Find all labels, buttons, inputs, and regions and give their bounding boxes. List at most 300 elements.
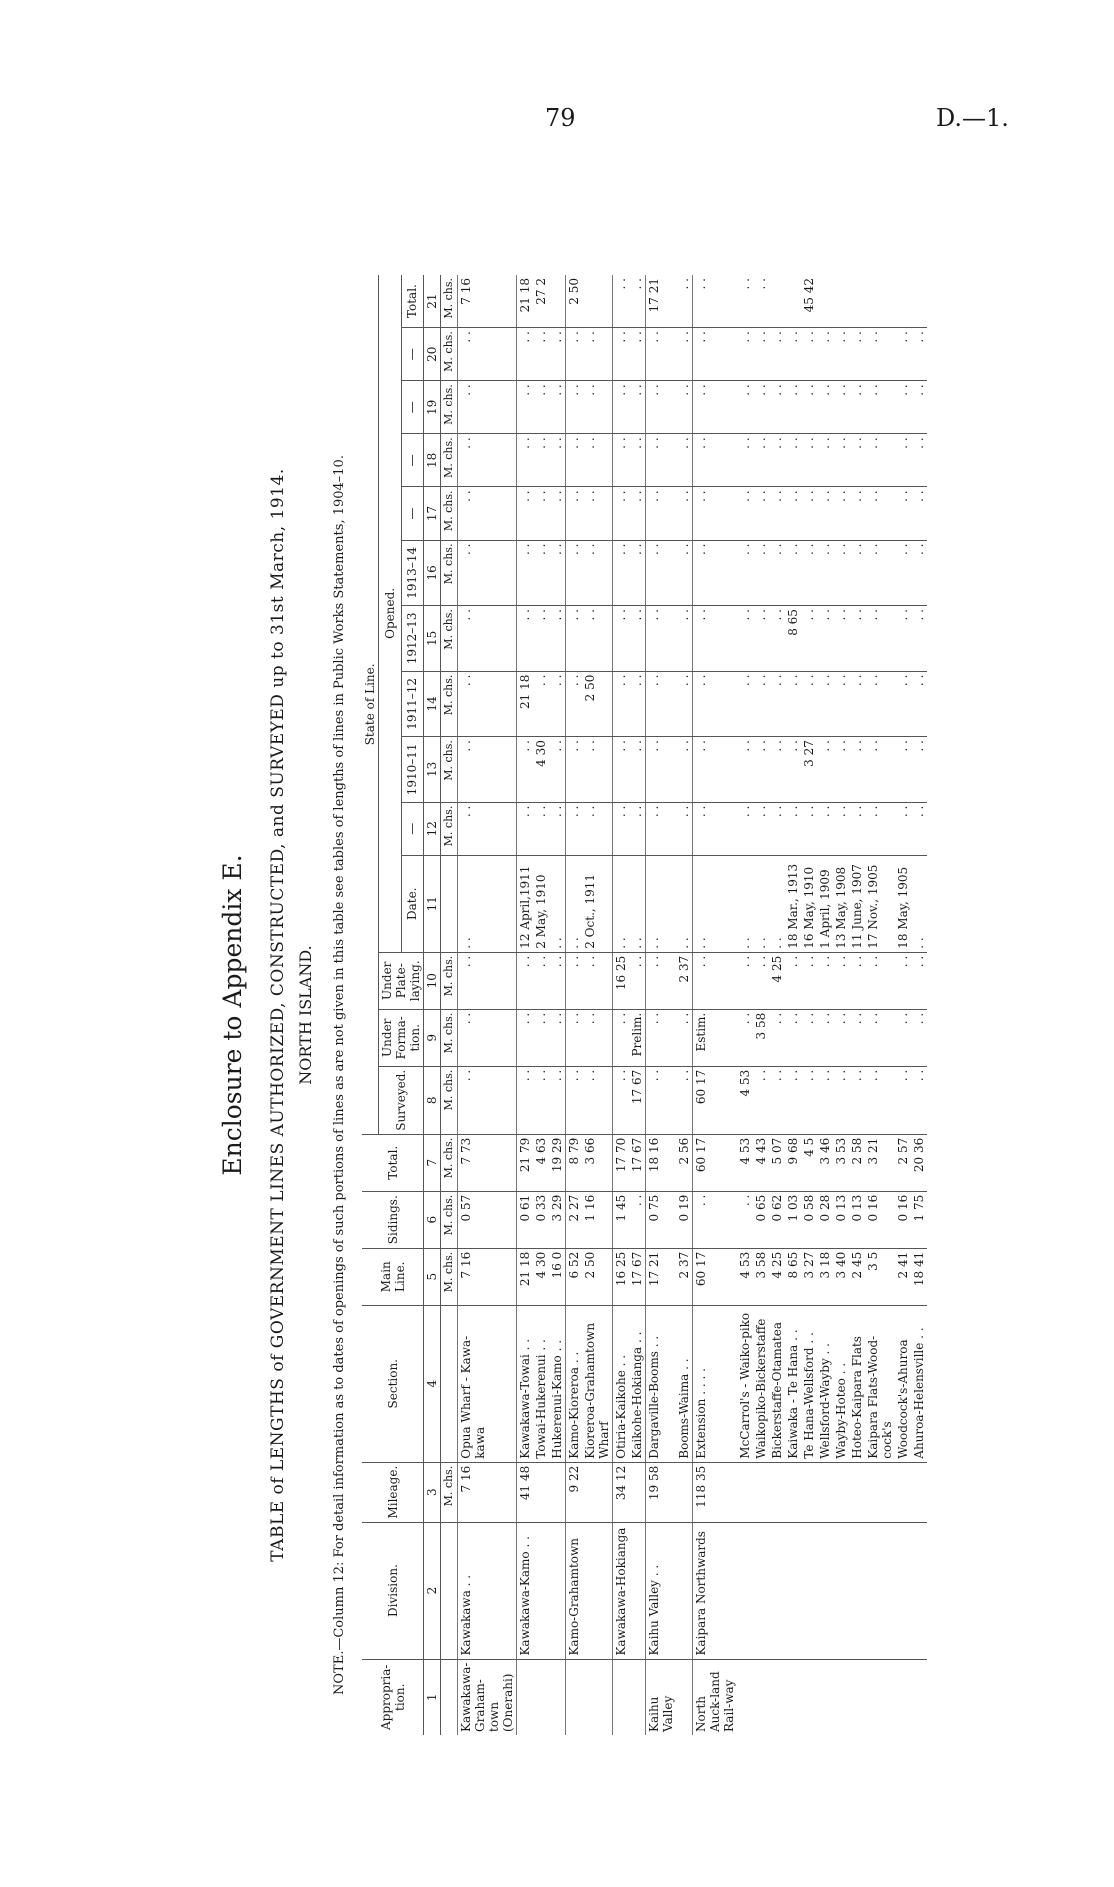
cell-col-12: . . — [801, 802, 817, 855]
cell-col-17: . . — [895, 487, 911, 540]
cell-section: Kaipara Flats-Wood-cock's — [865, 1305, 895, 1462]
cell-col-20: . . — [629, 328, 646, 381]
cell-sidings: . . — [737, 1191, 753, 1248]
cell-date: . . — [911, 855, 927, 952]
col-number: 15 — [424, 606, 441, 672]
cell-col-14: . . — [613, 671, 630, 737]
cell-sidings: 0 13 — [849, 1191, 865, 1248]
cell-col-13: 4 30 — [533, 737, 549, 803]
cell-total: 3 53 — [833, 1134, 849, 1191]
cell-under-formation: 3 58 — [753, 1009, 769, 1066]
cell-sidings: 0 16 — [865, 1191, 895, 1248]
cell-col-13: . . — [895, 737, 911, 803]
cell-col-13: . . — [769, 737, 785, 803]
col-number: 9 — [424, 1009, 441, 1066]
cell-appropriation — [737, 1659, 753, 1735]
cell-total: 17 67 — [629, 1134, 646, 1191]
cell-main-line: 3 18 — [817, 1248, 833, 1305]
cell-date: . . — [646, 855, 677, 952]
cell-col-18: . . — [693, 434, 738, 487]
cell-division — [833, 1522, 849, 1659]
cell-col-17: . . — [785, 487, 801, 540]
cell-col-19: . . — [676, 381, 693, 434]
cell-col-20: . . — [753, 328, 769, 381]
cell-appropriation — [753, 1659, 769, 1735]
cell-col-19: . . — [849, 381, 865, 434]
col-21-header: Total. — [401, 275, 424, 328]
cell-surveyed: . . — [566, 1066, 583, 1134]
cell-appropriation — [865, 1659, 895, 1735]
cell-col-16: . . — [769, 540, 785, 606]
col-12-header: — — [401, 802, 424, 855]
cell-col-17: . . — [517, 487, 534, 540]
cell-sidings: 0 75 — [646, 1191, 677, 1248]
cell-total: 2 57 — [895, 1134, 911, 1191]
cell-col-21 — [865, 275, 895, 328]
table-row — [517, 275, 534, 1735]
cell-sidings: 1 16 — [582, 1191, 613, 1248]
cell-date: 18 May, 1905 — [895, 855, 911, 952]
cell-section: Kaiwaka - Te Hana . . — [785, 1305, 801, 1462]
cell-sidings: 1 03 — [785, 1191, 801, 1248]
cell-sidings: 1 45 — [613, 1191, 630, 1248]
cell-col-14: . . — [849, 671, 865, 737]
cell-under-platelaying: . . — [517, 952, 534, 1009]
col-date-header: Date. — [401, 855, 424, 952]
cell-appropriation — [533, 1659, 549, 1735]
cell-surveyed: . . — [769, 1066, 785, 1134]
cell-col-16: . . — [676, 540, 693, 606]
cell-col-18: . . — [566, 434, 583, 487]
cell-col-15: . . — [895, 606, 911, 672]
cell-col-14: . . — [895, 671, 911, 737]
cell-col-21: 45 42 — [801, 275, 817, 328]
cell-col-19: . . — [801, 381, 817, 434]
cell-col-17: . . — [646, 487, 677, 540]
col-under-formation-header: Under Forma-tion. — [379, 1009, 424, 1066]
cell-under-formation: . . — [676, 1009, 693, 1066]
cell-sidings: 0 28 — [817, 1191, 833, 1248]
cell-main-line: 3 58 — [753, 1248, 769, 1305]
cell-col-15: . . — [613, 606, 630, 672]
cell-col-20: . . — [693, 328, 738, 381]
table-row — [785, 275, 801, 1735]
cell-main-line: 17 67 — [629, 1248, 646, 1305]
unit-label: M. chs. — [441, 540, 458, 606]
table-row — [865, 275, 895, 1735]
unit-blank — [441, 1305, 458, 1462]
table-row — [613, 275, 630, 1735]
cell-main-line: 4 53 — [737, 1248, 753, 1305]
cell-under-platelaying: . . — [785, 952, 801, 1009]
unit-label: M. chs. — [441, 1248, 458, 1305]
col-appropriation-header: Appropria-tion. — [362, 1659, 424, 1735]
rotated-table-page — [70, 215, 1070, 1815]
col-number: 7 — [424, 1134, 441, 1191]
cell-total: 60 17 — [693, 1134, 738, 1191]
cell-col-16: . . — [629, 540, 646, 606]
cell-col-12: . . — [865, 802, 895, 855]
cell-col-15: . . — [646, 606, 677, 672]
cell-under-platelaying: . . — [582, 952, 613, 1009]
cell-col-17: . . — [911, 487, 927, 540]
cell-division — [737, 1522, 753, 1659]
cell-division: Kaihu Valley . . — [646, 1522, 677, 1659]
cell-mileage — [549, 1462, 566, 1522]
cell-division — [533, 1522, 549, 1659]
cell-col-17: . . — [582, 487, 613, 540]
cell-col-16: . . — [737, 540, 753, 606]
cell-section: Bickerstaffe-Otamatea — [769, 1305, 785, 1462]
unit-label: M. chs. — [441, 952, 458, 1009]
cell-under-platelaying: . . — [801, 952, 817, 1009]
cell-col-19: . . — [737, 381, 753, 434]
cell-col-14: . . — [865, 671, 895, 737]
cell-col-13: . . — [566, 737, 583, 803]
cell-under-formation: Prelim. — [629, 1009, 646, 1066]
cell-col-20: . . — [833, 328, 849, 381]
cell-division — [801, 1522, 817, 1659]
table-note: NOTE.—Column 12: For detail information as to dates of openings of such portions of lines as are not given in this table see tables of lengths of lines in Public Works Statements, 1904–10. — [332, 455, 347, 1695]
cell-col-21: . . — [753, 275, 769, 328]
cell-col-13: . . — [693, 737, 738, 803]
cell-col-18: . . — [517, 434, 534, 487]
cell-col-20: . . — [566, 328, 583, 381]
cell-sidings: 0 13 — [833, 1191, 849, 1248]
unit-label: M. chs. — [441, 1134, 458, 1191]
cell-date: 2 Oct., 1911 — [582, 855, 613, 952]
cell-col-20: . . — [646, 328, 677, 381]
cell-appropriation — [613, 1659, 630, 1735]
cell-mileage — [833, 1462, 849, 1522]
cell-col-19: . . — [865, 381, 895, 434]
cell-col-12: . . — [458, 802, 517, 855]
cell-col-19: . . — [533, 381, 549, 434]
cell-under-formation: . . — [849, 1009, 865, 1066]
cell-col-19: . . — [458, 381, 517, 434]
cell-col-13: . . — [582, 737, 613, 803]
cell-col-15: . . — [533, 606, 549, 672]
cell-col-18: . . — [865, 434, 895, 487]
cell-col-20: . . — [817, 328, 833, 381]
cell-col-16: . . — [801, 540, 817, 606]
cell-col-14: . . — [549, 671, 566, 737]
cell-section: Kamo-Kioreroa . . — [566, 1305, 583, 1462]
cell-col-19: . . — [646, 381, 677, 434]
cell-col-14: . . — [753, 671, 769, 737]
cell-under-formation: . . — [895, 1009, 911, 1066]
table-row — [582, 275, 613, 1735]
cell-surveyed: . . — [533, 1066, 549, 1134]
region-title: NORTH ISLAND. — [296, 945, 315, 1085]
cell-sidings: . . — [693, 1191, 738, 1248]
cell-col-21 — [769, 275, 785, 328]
cell-appropriation — [849, 1659, 865, 1735]
cell-col-16: . . — [533, 540, 549, 606]
cell-under-formation: . . — [817, 1009, 833, 1066]
cell-sidings: 0 19 — [676, 1191, 693, 1248]
cell-under-formation: . . — [517, 1009, 534, 1066]
cell-appropriation — [769, 1659, 785, 1735]
cell-col-18: . . — [753, 434, 769, 487]
cell-main-line: 4 25 — [769, 1248, 785, 1305]
cell-surveyed: . . — [833, 1066, 849, 1134]
cell-division — [785, 1522, 801, 1659]
cell-col-14: . . — [785, 671, 801, 737]
cell-division: Kawakawa-Hokianga — [613, 1522, 630, 1659]
col-number: 21 — [424, 275, 441, 328]
cell-under-formation: . . — [833, 1009, 849, 1066]
units-row — [441, 275, 458, 1735]
cell-col-21 — [911, 275, 927, 328]
cell-col-12: . . — [517, 802, 534, 855]
cell-col-19: . . — [629, 381, 646, 434]
cell-col-18: . . — [549, 434, 566, 487]
cell-surveyed: . . — [676, 1066, 693, 1134]
cell-col-21 — [833, 275, 849, 328]
cell-under-formation: . . — [769, 1009, 785, 1066]
cell-appropriation — [517, 1659, 534, 1735]
cell-under-formation: . . — [801, 1009, 817, 1066]
table-row — [849, 275, 865, 1735]
cell-date: . . — [769, 855, 785, 952]
cell-total: 3 21 — [865, 1134, 895, 1191]
cell-col-12: . . — [833, 802, 849, 855]
col-number: 20 — [424, 328, 441, 381]
cell-col-18: . . — [613, 434, 630, 487]
cell-col-12: . . — [737, 802, 753, 855]
unit-label: M. chs. — [441, 487, 458, 540]
cell-col-19: . . — [895, 381, 911, 434]
cell-surveyed: . . — [582, 1066, 613, 1134]
cell-total: 17 70 — [613, 1134, 630, 1191]
cell-surveyed: 60 17 — [693, 1066, 738, 1134]
cell-col-14: . . — [769, 671, 785, 737]
col-18-header: — — [401, 434, 424, 487]
cell-main-line: 18 41 — [911, 1248, 927, 1305]
cell-date: 1 April, 1909 — [817, 855, 833, 952]
cell-main-line: 16 0 — [549, 1248, 566, 1305]
cell-section: Towai-Hukerenui . . — [533, 1305, 549, 1462]
table-row — [646, 275, 677, 1735]
cell-col-20: . . — [769, 328, 785, 381]
table-row — [693, 275, 738, 1735]
cell-main-line: 2 37 — [676, 1248, 693, 1305]
col-main-line-header: Main Line. — [362, 1248, 424, 1305]
cell-col-19: . . — [817, 381, 833, 434]
col-16-header: 1913–14 — [401, 540, 424, 606]
document-code: D.—1. — [936, 104, 1009, 132]
cell-col-18: . . — [458, 434, 517, 487]
cell-under-platelaying: . . — [849, 952, 865, 1009]
cell-col-15: . . — [629, 606, 646, 672]
cell-col-16: . . — [911, 540, 927, 606]
cell-col-12: . . — [895, 802, 911, 855]
cell-mileage — [769, 1462, 785, 1522]
cell-col-13: . . — [646, 737, 677, 803]
unit-label: M. chs. — [441, 1462, 458, 1522]
cell-col-17: . . — [458, 487, 517, 540]
cell-col-20: . . — [849, 328, 865, 381]
cell-sidings: 0 58 — [801, 1191, 817, 1248]
cell-appropriation — [549, 1659, 566, 1735]
cell-mileage: 19 58 — [646, 1462, 677, 1522]
cell-sidings: 0 65 — [753, 1191, 769, 1248]
cell-col-15: . . — [817, 606, 833, 672]
cell-total: 4 63 — [533, 1134, 549, 1191]
table-row — [833, 275, 849, 1735]
cell-main-line: 2 41 — [895, 1248, 911, 1305]
cell-under-formation: . . — [737, 1009, 753, 1066]
cell-col-17: . . — [801, 487, 817, 540]
unit-blank — [441, 1659, 458, 1735]
cell-mileage — [676, 1462, 693, 1522]
cell-col-20: . . — [613, 328, 630, 381]
cell-col-14: . . — [533, 671, 549, 737]
cell-col-21 — [895, 275, 911, 328]
cell-appropriation — [817, 1659, 833, 1735]
cell-mileage — [737, 1462, 753, 1522]
unit-blank — [441, 1522, 458, 1659]
cell-surveyed: . . — [849, 1066, 865, 1134]
cell-col-14: . . — [833, 671, 849, 737]
cell-appropriation — [785, 1659, 801, 1735]
cell-col-18: . . — [785, 434, 801, 487]
cell-col-17: . . — [769, 487, 785, 540]
cell-col-19: . . — [582, 381, 613, 434]
cell-under-platelaying: . . — [817, 952, 833, 1009]
cell-col-16: . . — [833, 540, 849, 606]
col-mileage-header: Mileage. — [362, 1462, 424, 1522]
cell-date: 11 June, 1907 — [849, 855, 865, 952]
cell-total: 21 79 — [517, 1134, 534, 1191]
cell-appropriation — [629, 1659, 646, 1735]
cell-section: Kawakawa-Towai . . — [517, 1305, 534, 1462]
col-section-header: Section. — [362, 1305, 424, 1462]
table-row — [458, 275, 517, 1735]
col-number: 1 — [424, 1659, 441, 1735]
col-number: 13 — [424, 737, 441, 803]
cell-col-12: . . — [533, 802, 549, 855]
cell-division — [769, 1522, 785, 1659]
cell-col-13: . . — [517, 737, 534, 803]
table-title: TABLE of LENGTHS of GOVERNMENT LINES AUTHORIZED, CONSTRUCTED, and SURVEYED up to 31st March, 1914. — [268, 468, 288, 1562]
lengths-table — [362, 275, 927, 1735]
enclosure-title: Enclosure to Appendix E. — [218, 854, 247, 1176]
cell-section: Hukerenui-Kamo . . — [549, 1305, 566, 1462]
cell-under-platelaying: . . — [458, 952, 517, 1009]
cell-col-17: . . — [693, 487, 738, 540]
cell-total: 18 16 — [646, 1134, 677, 1191]
cell-col-16: . . — [549, 540, 566, 606]
cell-mileage — [582, 1462, 613, 1522]
cell-col-13: . . — [549, 737, 566, 803]
cell-under-platelaying: . . — [549, 952, 566, 1009]
cell-col-20: . . — [549, 328, 566, 381]
col-15-header: 1912–13 — [401, 606, 424, 672]
cell-col-20: . . — [737, 328, 753, 381]
cell-main-line: 4 30 — [533, 1248, 549, 1305]
cell-mileage — [629, 1462, 646, 1522]
unit-label: M. chs. — [441, 434, 458, 487]
col-number: 4 — [424, 1305, 441, 1462]
unit-label: M. chs. — [441, 606, 458, 672]
cell-main-line: 7 16 — [458, 1248, 517, 1305]
cell-col-19: . . — [785, 381, 801, 434]
cell-under-platelaying: . . — [753, 952, 769, 1009]
cell-surveyed: . . — [801, 1066, 817, 1134]
cell-col-19: . . — [769, 381, 785, 434]
cell-col-14: . . — [629, 671, 646, 737]
cell-surveyed: . . — [785, 1066, 801, 1134]
col-number: 11 — [424, 855, 441, 952]
table-row — [533, 275, 549, 1735]
cell-col-20: . . — [458, 328, 517, 381]
cell-sidings: 2 27 — [566, 1191, 583, 1248]
cell-under-formation: . . — [785, 1009, 801, 1066]
cell-under-platelaying: . . — [629, 952, 646, 1009]
cell-col-16: . . — [582, 540, 613, 606]
cell-col-12: . . — [549, 802, 566, 855]
cell-section: Booms-Waima . . — [676, 1305, 693, 1462]
cell-col-17: . . — [865, 487, 895, 540]
cell-total: 4 43 — [753, 1134, 769, 1191]
cell-main-line: 60 17 — [693, 1248, 738, 1305]
cell-total: 3 66 — [582, 1134, 613, 1191]
cell-col-15: . . — [911, 606, 927, 672]
cell-surveyed: . . — [753, 1066, 769, 1134]
cell-col-20: . . — [801, 328, 817, 381]
cell-section: Waikopiko-Bickerstaffe — [753, 1305, 769, 1462]
cell-col-18: . . — [533, 434, 549, 487]
cell-section: Kaikohe-Hokianga . . — [629, 1305, 646, 1462]
cell-col-18: . . — [911, 434, 927, 487]
cell-surveyed: . . — [911, 1066, 927, 1134]
cell-appropriation — [801, 1659, 817, 1735]
cell-col-14: . . — [911, 671, 927, 737]
cell-col-15: . . — [849, 606, 865, 672]
cell-col-15: . . — [676, 606, 693, 672]
col-number: 6 — [424, 1191, 441, 1248]
cell-division — [753, 1522, 769, 1659]
cell-total: 4 53 — [737, 1134, 753, 1191]
cell-appropriation — [566, 1659, 583, 1735]
cell-section: Opua Wharf - Kawa-kawa — [458, 1305, 517, 1462]
cell-total: 2 58 — [849, 1134, 865, 1191]
cell-col-20: . . — [785, 328, 801, 381]
cell-division: Kawakawa-Kamo . . — [517, 1522, 534, 1659]
cell-mileage: 9 22 — [566, 1462, 583, 1522]
cell-mileage — [911, 1462, 927, 1522]
cell-col-13: . . — [737, 737, 753, 803]
cell-col-15: . . — [801, 606, 817, 672]
cell-col-13: 3 27 — [801, 737, 817, 803]
cell-col-15: . . — [517, 606, 534, 672]
unit-blank — [441, 855, 458, 952]
cell-col-21: . . — [693, 275, 738, 328]
cell-mileage — [817, 1462, 833, 1522]
cell-under-formation: . . — [865, 1009, 895, 1066]
cell-section: Hoteo-Kaipara Flats — [849, 1305, 865, 1462]
cell-mileage: 118 35 — [693, 1462, 738, 1522]
cell-date: . . — [458, 855, 517, 952]
cell-col-17: . . — [753, 487, 769, 540]
cell-under-formation: . . — [646, 1009, 677, 1066]
cell-main-line: 8 65 — [785, 1248, 801, 1305]
cell-col-18: . . — [646, 434, 677, 487]
cell-col-13: . . — [911, 737, 927, 803]
cell-date: 12 April,1911 — [517, 855, 534, 952]
